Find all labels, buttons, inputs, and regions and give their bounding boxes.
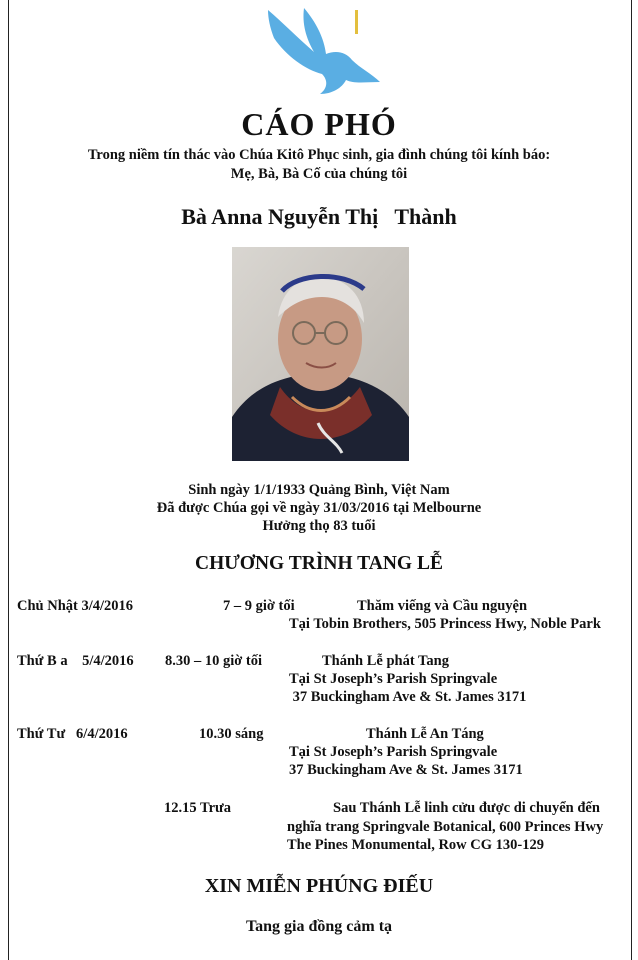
event-day: Thứ Tư 6/4/2016 <box>17 726 128 742</box>
event-time: 8.30 – 10 giờ tối <box>165 653 263 669</box>
event-title: Sau Thánh Lễ linh cửu được di chuyển đến <box>333 800 600 816</box>
event-location: Tại St Joseph’s Parish Springvale <box>289 744 498 760</box>
obituary-title: CÁO PHÓ <box>241 106 397 142</box>
event-time: 12.15 Trưa <box>164 800 231 816</box>
event-day: Chủ Nhật 3/4/2016 <box>17 598 134 614</box>
event-location: Tại Tobin Brothers, 505 Princess Hwy, Noble Park <box>289 616 601 632</box>
event-time: 10.30 sáng <box>199 726 264 742</box>
event-title: Thánh Lễ An Táng <box>366 726 484 742</box>
event-location: nghĩa trang Springvale Botanical, 600 Princes Hwy <box>287 819 604 835</box>
age-info: Hưởng thọ 83 tuổi <box>262 518 376 534</box>
intro-line-1: Trong niềm tín thác vào Chúa Kitô Phục sinh, gia đình chúng tôi kính báo: <box>87 147 551 163</box>
event-address: The Pines Monumental, Row CG 130-129 <box>287 837 544 853</box>
death-info: Đã được Chúa gọi về ngày 31/03/2016 tại Melbourne <box>156 500 482 516</box>
dove-icon <box>262 8 382 100</box>
deceased-name: Bà Anna Nguyễn Thị Thành <box>181 204 457 229</box>
event-address: 37 Buckingham Ave & St. James 3171 <box>289 762 523 778</box>
event-time: 7 – 9 giờ tối <box>223 598 295 614</box>
event-title: Thăm viếng và Cầu nguyện <box>357 598 528 614</box>
event-title: Thánh Lễ phát Tang <box>322 653 449 669</box>
intro-line-2: Mẹ, Bà, Bà Cố của chúng tôi <box>230 166 408 182</box>
page-border-left <box>8 0 9 960</box>
no-flowers-notice: XIN MIỄN PHÚNG ĐIẾU <box>204 875 434 897</box>
event-location: Tại St Joseph’s Parish Springvale <box>289 671 498 687</box>
event-day: Thứ B a 5/4/2016 <box>17 653 134 669</box>
birth-info: Sinh ngày 1/1/1933 Quảng Bình, Việt Nam <box>188 482 450 498</box>
program-heading: CHƯƠNG TRÌNH TANG LỄ <box>195 553 443 574</box>
candle-decoration <box>355 10 358 34</box>
page-border-right <box>631 0 632 960</box>
event-address: 37 Buckingham Ave & St. James 3171 <box>289 689 527 705</box>
portrait-photo <box>232 247 409 461</box>
family-thanks: Tang gia đồng cảm tạ <box>245 918 393 935</box>
